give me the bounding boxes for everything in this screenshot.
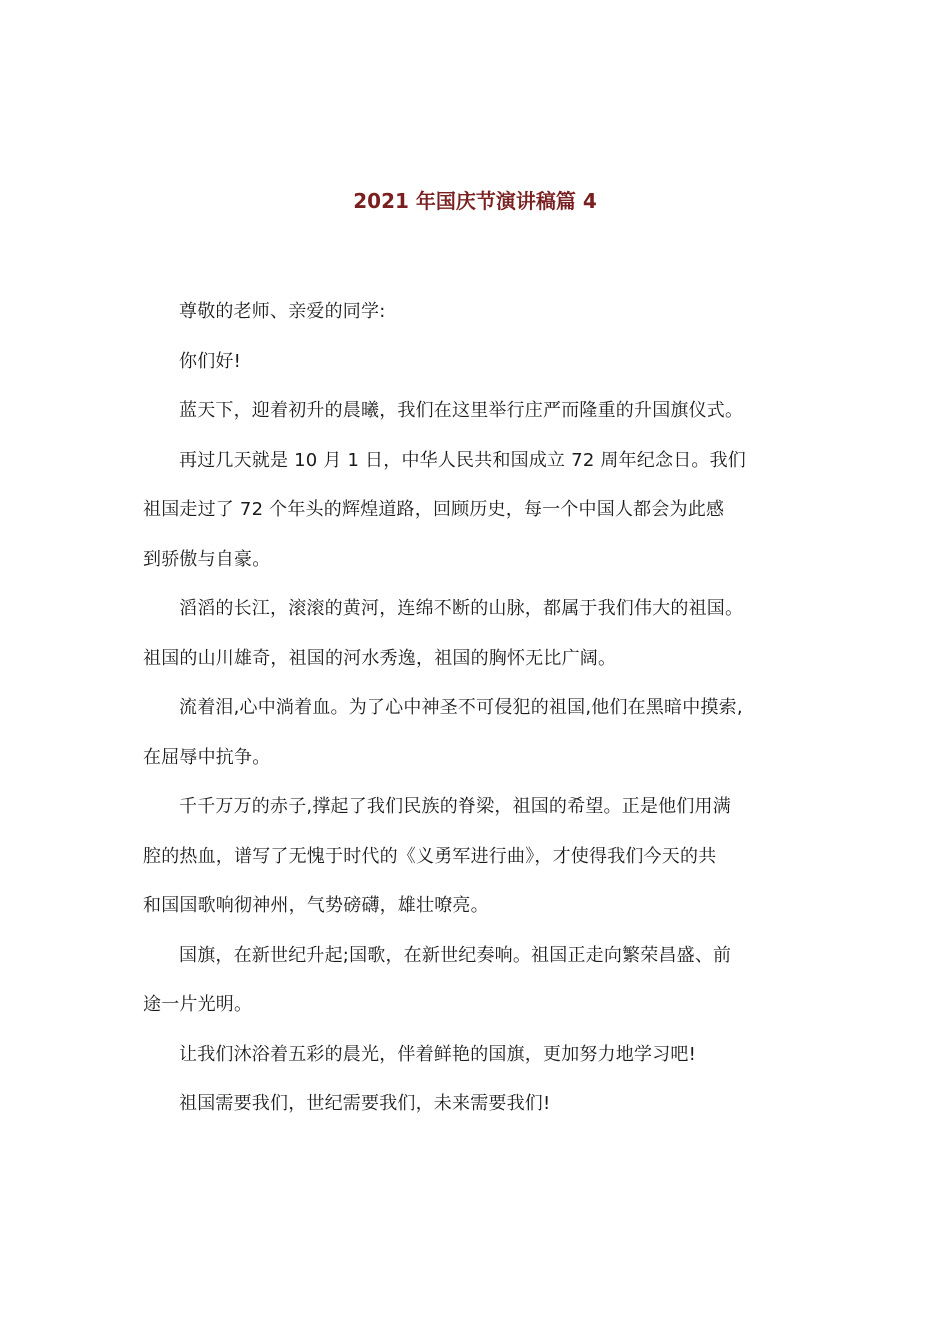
paragraph-line: 千千万万的赤子,撑起了我们民族的脊梁，祖国的希望。正是他们用满 xyxy=(179,796,731,817)
paragraph xyxy=(143,1030,793,1080)
paragraph xyxy=(143,782,793,931)
paragraph-line: 尊敬的老师、亲爱的同学: xyxy=(179,301,386,322)
paragraph-line: 祖国走过了 72 个年头的辉煌道路，回顾历史，每一个中国人都会为此感 xyxy=(143,499,725,520)
document-title: 2021 年国庆节演讲稿篇 4 xyxy=(353,189,597,213)
paragraph-line: 让我们沐浴着五彩的晨光，伴着鲜艳的国旗，更加努力地学习吧! xyxy=(179,1043,697,1065)
paragraph-line: 在屈辱中抗争。 xyxy=(143,746,271,768)
document-body xyxy=(143,287,793,1129)
paragraph-line: 腔的热血，谱写了无愧于时代的《义勇军进行曲》，才使得我们今天的共 xyxy=(143,845,717,867)
paragraph xyxy=(143,683,793,782)
paragraph xyxy=(143,584,793,683)
paragraph-line: 流着泪,心中淌着血。为了心中神圣不可侵犯的祖国,他们在黑暗中摸索, xyxy=(179,697,743,718)
paragraph xyxy=(143,1079,793,1129)
paragraph xyxy=(143,931,793,1030)
paragraph-line: 蓝天下，迎着初升的晨曦，我们在这里举行庄严而隆重的升国旗仪式。 xyxy=(179,400,744,421)
paragraph-line: 你们好! xyxy=(179,350,242,372)
paragraph-line: 到骄傲与自豪。 xyxy=(143,548,271,570)
paragraph-line: 再过几天就是 10 月 1 日，中华人民共和国成立 72 周年纪念日。我们 xyxy=(179,449,746,471)
paragraph xyxy=(143,337,793,387)
paragraph xyxy=(143,386,793,436)
paragraph xyxy=(143,287,793,337)
paragraph-line: 途一片光明。 xyxy=(143,994,253,1015)
paragraph-line: 祖国需要我们，世纪需要我们，未来需要我们! xyxy=(179,1093,551,1114)
paragraph-line: 和国国歌响彻神州，气势磅礴，雄壮嘹亮。 xyxy=(143,895,489,916)
paragraph-line: 国旗，在新世纪升起;国歌，在新世纪奏响。祖国正走向繁荣昌盛、前 xyxy=(179,944,732,966)
paragraph-line: 祖国的山川雄奇，祖国的河水秀逸，祖国的胸怀无比广阔。 xyxy=(143,647,617,669)
paragraph xyxy=(143,436,793,585)
paragraph-line: 滔滔的长江，滚滚的黄河，连绵不断的山脉，都属于我们伟大的祖国。 xyxy=(179,598,744,619)
